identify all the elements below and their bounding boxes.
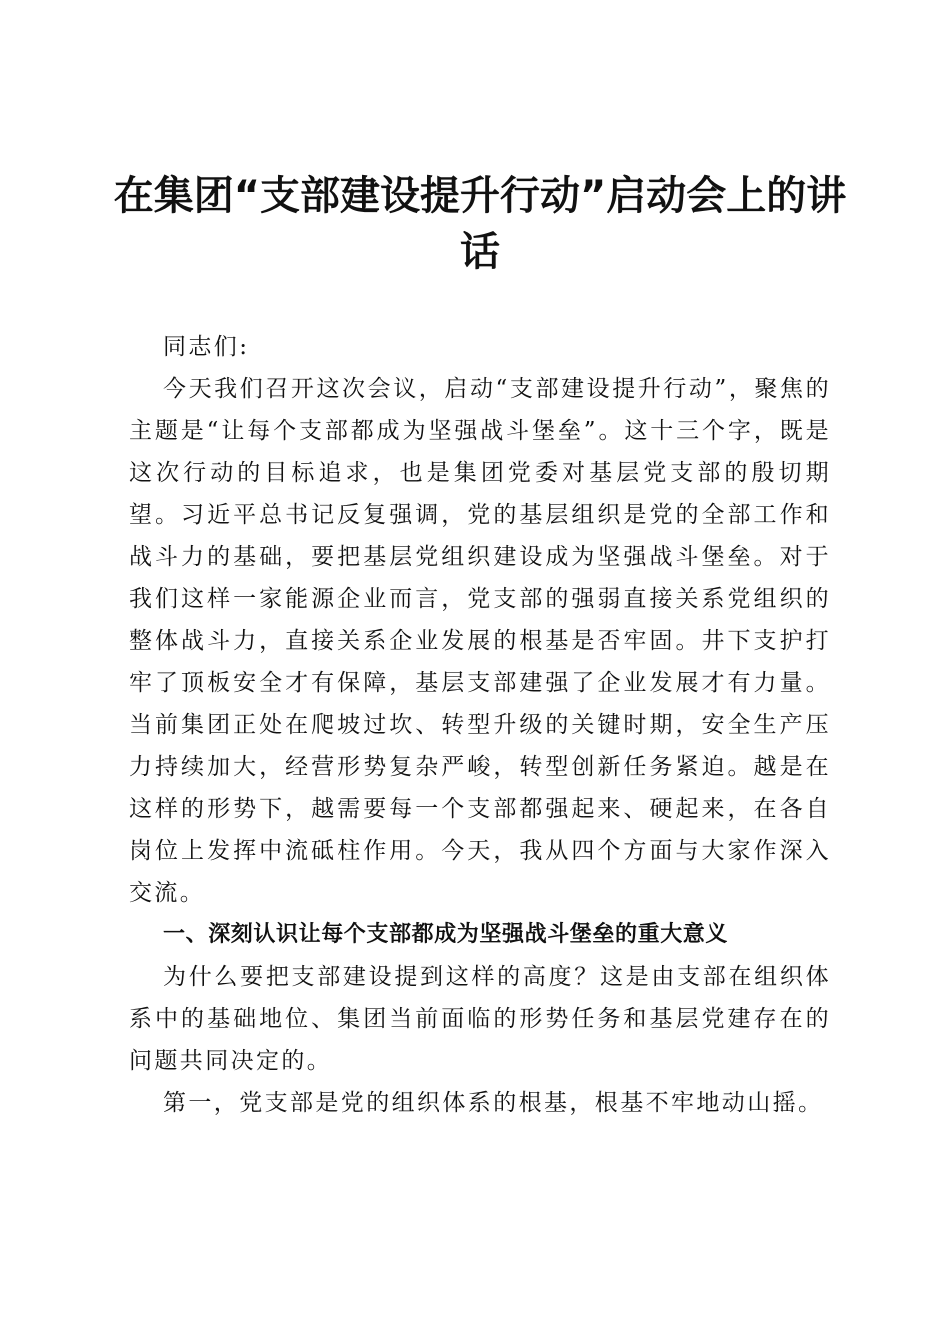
salutation: 同志们: bbox=[163, 334, 250, 360]
section1-paragraph-1: 为什么要把支部建设提到这样的高度？这是由支部在组织体系中的基础地位、集团当前面临的形势任务和基层党建存在的问题共同决定的。 bbox=[129, 964, 831, 1074]
document-title: 在集团“支部建设提升行动”启动会上的讲话 bbox=[113, 173, 847, 275]
document-body bbox=[129, 326, 831, 1124]
section-heading-1: 一、深刻认识让每个支部都成为坚强战斗堡垒的重大意义 bbox=[163, 922, 729, 947]
section1-paragraph-2: 第一，党支部是党的组织体系的根基，根基不牢地动山摇。 bbox=[163, 1090, 824, 1116]
intro-paragraph: 今天我们召开这次会议，启动“支部建设提升行动”，聚焦的主题是“让每个支部都成为坚强战斗堡垒”。这十三个字，既是这次行动的目标追求，也是集团党委对基层党支部的殷切期望。习近平总书记反复强调，党的基层组织是党的全部工作和战斗力的基础，要把基层党组织建设成为坚强战斗堡垒。对于我们这样一家能源企业而言，党支部的强弱直接关系党组织的整体战斗力，直接关系企业发展的根基是否牢固。井下支护打牢了顶板安全才有保障，基层支部建强了企业发展才有力量。当前集团正处在爬坡过坎、转型升级的关键时期，安全生产压力持续加大，经营形势复杂严峻，转型创新任务紧迫。越是在这样的形势下，越需要每一个支部都强起来、硬起来，在各自岗位上发挥中流砥柱作用。今天，我从四个方面与大家作深入交流。 bbox=[129, 376, 831, 906]
